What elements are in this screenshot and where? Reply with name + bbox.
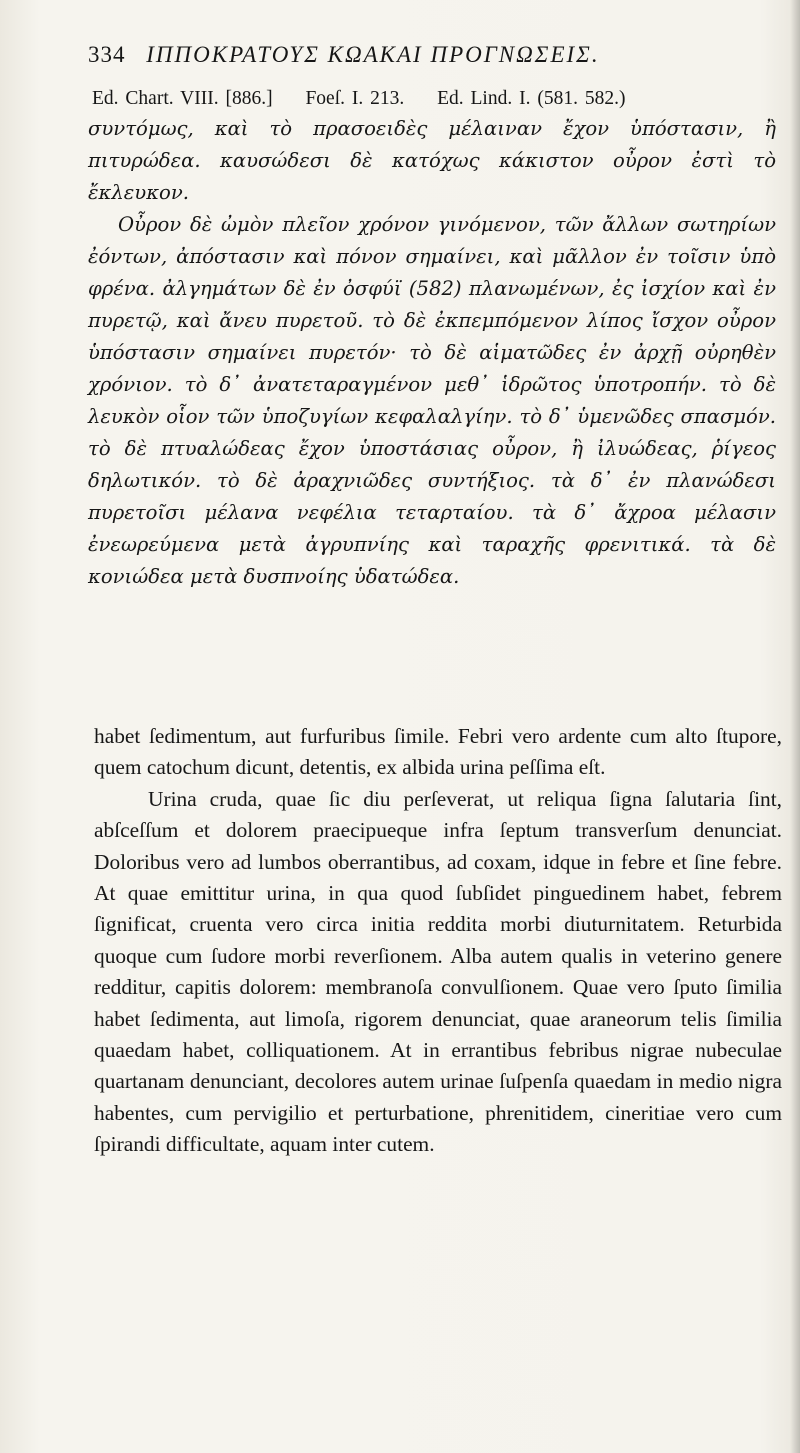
edition-references (92, 88, 782, 110)
latin-paragraph: habet ſedimentum, aut furfuribus ſimile. Febri vero ardente cum alto ſtupore, quem catochum dicunt, detentis, ex albida urina peſſima eſt. (94, 724, 782, 780)
greek-text-block (88, 113, 776, 593)
greek-paragraph: Οὖρον δὲ ὠμὸν πλεῖον χρόνον γινόμενον, τῶν ἄλλων σωτηρίων ἐόντων, ἀπόστασιν καὶ πόνον σημαίνει, καὶ μᾶλλον ἐν τοῖσιν ὑπὸ φρένα. ἀλγημάτων δὲ ἐν ὀσφύϊ (582) πλανωμένων, ἐς ἰσχίον καὶ ἐν πυρετῷ, καὶ ἄνευ πυρετοῦ. τὸ δὲ ἐκπεμπόμενον λίπος ἴσχον οὖρον ὑπόστασιν σημαίνει πυρετόν· τὸ δὲ αἱματῶδες ἐν ἀρχῇ οὐρηθὲν χρόνιον. τὸ δ᾽ ἀνατεταραγμένον μεθ᾽ ἱδρῶτος ὑποτροπήν. τὸ δὲ λευκὸν οἷον τῶν ὑποζυγίων κεφαλαλγίην. τὸ δ᾽ ὑμενῶδες σπασμόν. τὸ δὲ πτυαλώδεας ἔχον ὑποστάσιας οὖρον, ἢ ἰλυώδεας, ῥίγεος δηλωτικόν. τὸ δὲ ἀραχνιῶδες συντήξιος. τὰ δ᾽ ἐν πλανώδεσι πυρετοῖσι μέλανα νεφέλια τεταρταίου. τὰ δ᾽ ἄχροα μέλασιν ἐνεωρεύμενα μετὰ ἀγρυπνίης καὶ ταραχῆς φρενιτικά. τὰ δὲ κονιώδεα μετὰ δυσπνοίης ὑδατώδεα. (88, 213, 776, 588)
edition-ref-lind: Ed. Lind. I. (581. 582.) (437, 88, 626, 109)
running-header (88, 42, 778, 68)
latin-text-block (94, 721, 782, 1161)
page-number: 334 (88, 42, 126, 67)
page-spine-shadow (790, 0, 800, 1453)
edition-ref-chart: Ed. Chart. VIII. [886.] (92, 88, 273, 109)
running-title: ΙΠΠΟΚΡΑΤΟΥΣ ΚΩΑΚΑΙ ΠΡΟΓΝΩΣΕΙΣ. (146, 42, 600, 67)
latin-paragraph: Urina cruda, quae ſic diu perſeverat, ut reliqua ſigna ſalutaria ſint, abſceſſum et dolorem praecipueque infra ſeptum transverſum denunciat. Doloribus vero ad lumbos oberrantibus, ad coxam, idque in febre et ſine febre. At quae emittitur urina, in qua quod ſubſidet pinguedinem habet, febrem ſignificat, cruenta vero circa initia reddita morbi diuturnitatem. Returbida quoque cum ſudore morbi reverſionem. Alba autem qualis in veterino genere redditur, capitis dolorem: membranoſa convulſionem. Quae vero ſputo ſimilia habet ſedimenta, aut limoſa, rigorem denunciat, quae araneorum telis ſimilia quaedam habet, colliquationem. At in errantibus febribus nigrae nubeculae quartanam denunciant, decolores autem urinae ſuſpenſa quaedam in medio nigra habentes, cum pervigilio et perturbatione, phrenitidem, cineritiae vero cum ſpirandi difficultate, aquam inter cutem. (94, 786, 782, 1157)
edition-ref-foes: Foeſ. I. 213. (305, 88, 405, 109)
greek-paragraph: συντόμως, καὶ τὸ πρασοειδὲς μέλαιναν ἔχον ὑπόστασιν, ἢ πιτυρώδεα. καυσώδεσι δὲ κατόχως κάκιστον οὖρον ἐστὶ τὸ ἔκλευκον. (88, 117, 776, 204)
